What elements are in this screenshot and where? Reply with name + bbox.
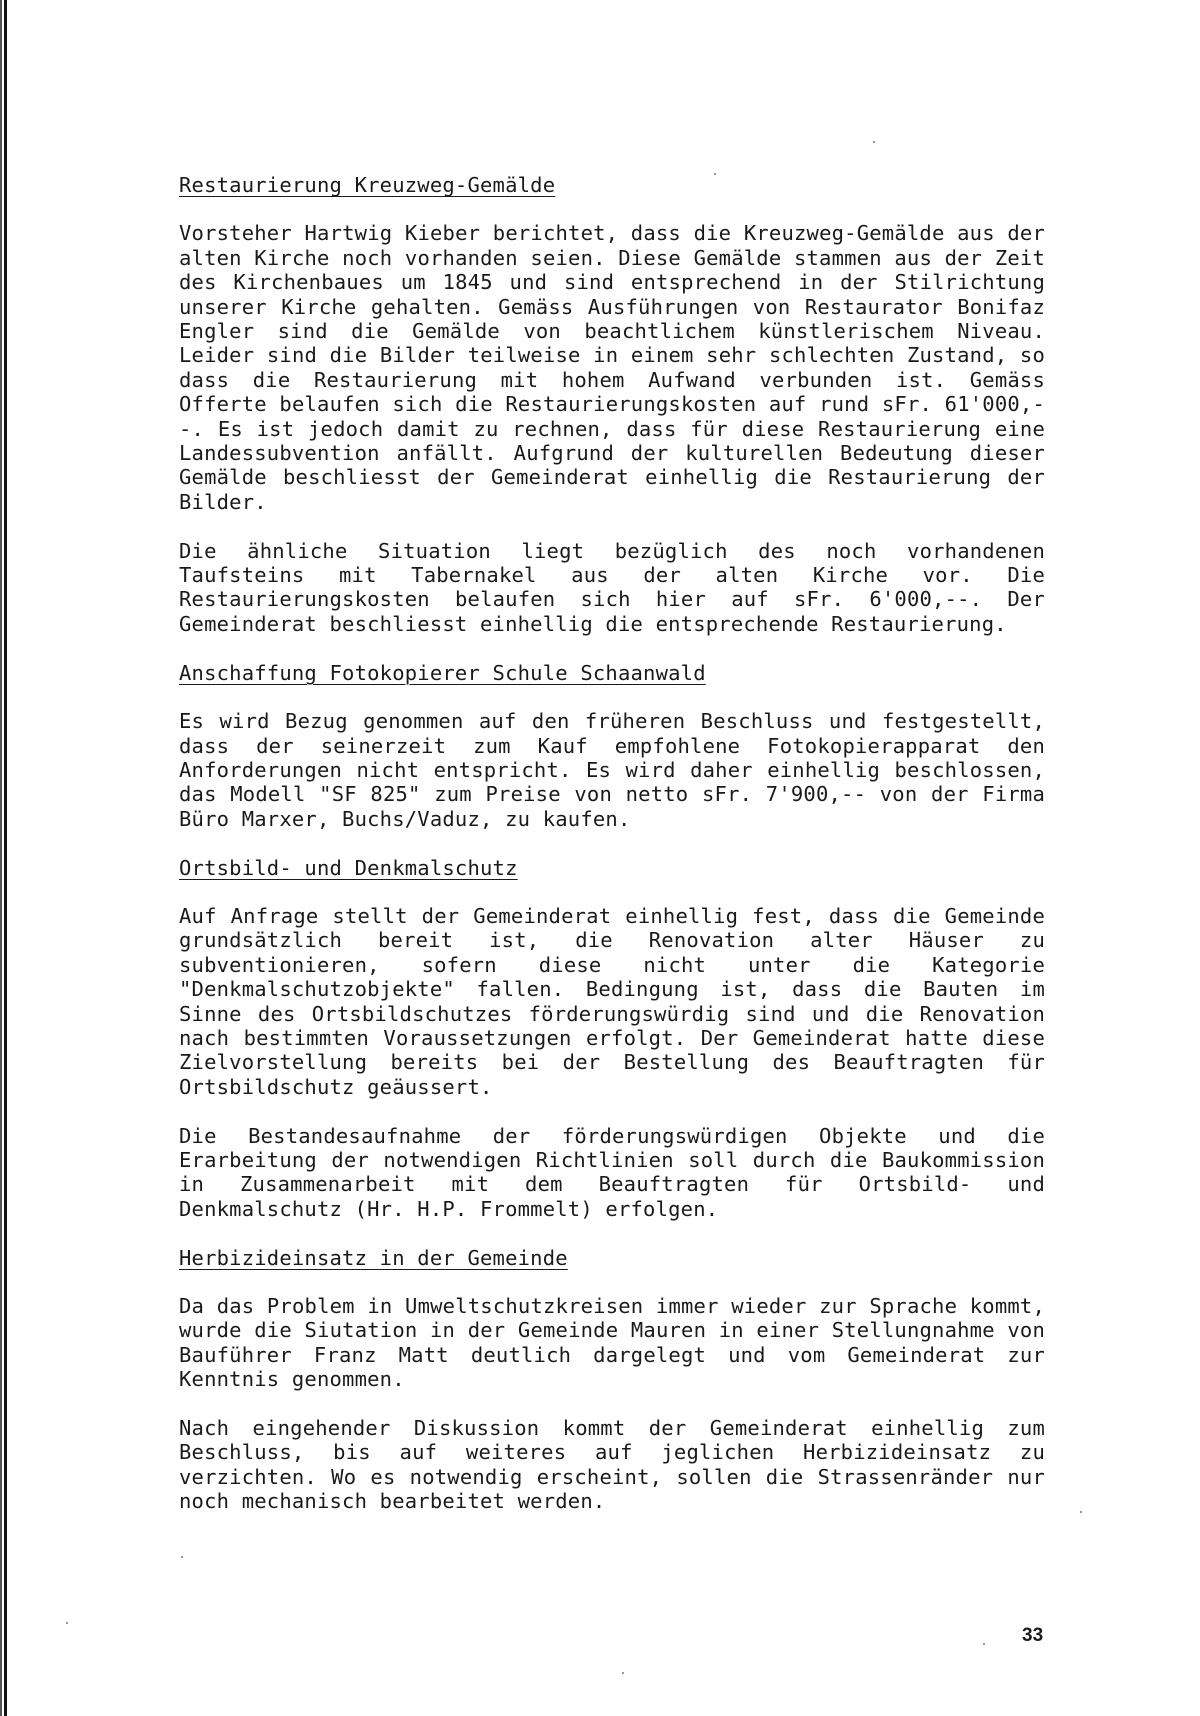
section-heading: Anschaffung Fotokopierer Schule Schaanwald [179,660,706,685]
scan-speck [622,1672,624,1674]
paragraph: Es wird Bezug genommen auf den früheren Beschluss und festgestellt, dass der seinerzeit zum Kauf empfohlene Fotokopierapparat den Anforderungen nicht entspricht. Es wird daher einhellig beschlossen, das Modell "SF 825" zum Preise von netto sFr. 7'900,-- von der Firma Büro Marxer, Buchs/Vaduz, zu kaufen. [179,709,1045,831]
section-herbizid [179,1246,1045,1514]
scan-speck [873,141,875,143]
page-number: 33 [1022,1625,1044,1646]
scan-edge-outer [0,0,2,1716]
scan-edge [4,0,7,1716]
section-heading: Herbizideinsatz in der Gemeinde [179,1245,568,1270]
section-fotokopierer [179,661,1045,831]
document-body [179,173,1045,1538]
section-heading: Ortsbild- und Denkmalschutz [179,855,518,880]
paragraph: Die Bestandesaufnahme der förderungswürdigen Objekte und die Erarbeitung der notwendigen Richtlinien soll durch die Baukommission in Zusammenarbeit mit dem Beauftragten für Ortsbild- und Denkmalschutz (Hr. H.P. Frommelt) erfolgen. [179,1123,1045,1221]
section-ortsbild [179,856,1045,1222]
paragraph: Nach eingehender Diskussion kommt der Gemeinderat einhellig zum Beschluss, bis auf weiteres auf jeglichen Herbizideinsatz zu verzichten. Wo es notwendig erscheint, sollen die Strassenränder nur noch mechanisch bearbeitet werden. [179,1416,1045,1514]
paragraph: Vorsteher Hartwig Kieber berichtet, dass die Kreuzweg-Gemälde aus der alten Kirche noch vorhanden seien. Diese Gemälde stammen aus der Zeit des Kirchenbaues um 1845 und sind entsprechend in der Stilrichtung unserer Kirche gehalten. Gemäss Ausführungen von Restaurator Bonifaz Engler sind die Gemälde von beachtlichem künstlerischem Niveau. Leider sind die Bilder teilweise in einem sehr schlechten Zustand, so dass die Restaurierung mit hohem Aufwand verbunden ist. Gemäss Offerte belaufen sich die Restaurierungskosten auf rund sFr. 61'000,--. Es ist jedoch damit zu rechnen, dass für diese Restaurierung eine Landessubvention anfällt. Aufgrund der kulturellen Bedeutung dieser Gemälde beschliesst der Gemeinderat einhellig die Restaurierung der Bilder. [179,221,1045,514]
scan-speck [1080,1511,1082,1513]
scan-speck [66,1622,68,1624]
section-restaurierung [179,173,1045,636]
section-heading: Restaurierung Kreuzweg-Gemälde [179,173,556,197]
paragraph: Auf Anfrage stellt der Gemeinderat einhellig fest, dass die Gemeinde grundsätzlich bereit ist, die Renovation alter Häuser zu subventionieren, sofern diese nicht unter die Kategorie "Denkmalschutzobjekte" fallen. Bedingung ist, dass die Bauten im Sinne des Ortsbildschutzes förderungswürdig sind und die Renovation nach bestimmten Voraussetzungen erfolgt. Der Gemeinderat hatte diese Zielvorstellung bereits bei der Bestellung des Beauftragten für Ortsbildschutz geäussert. [179,903,1045,1099]
paragraph: Die ähnliche Situation liegt bezüglich des noch vorhandenen Taufsteins mit Tabernakel aus der alten Kirche vor. Die Restaurierungskosten belaufen sich hier auf sFr. 6'000,--. Der Gemeinderat beschliesst einhellig die entsprechende Restaurierung. [179,538,1045,636]
scan-speck [983,1643,985,1645]
scan-speck [181,1556,183,1558]
paragraph: Da das Problem in Umweltschutzkreisen immer wieder zur Sprache kommt, wurde die Siutation in der Gemeinde Mauren in einer Stellungnahme von Bauführer Franz Matt deutlich dargelegt und vom Gemeinderat zur Kenntnis genommen. [179,1293,1045,1392]
